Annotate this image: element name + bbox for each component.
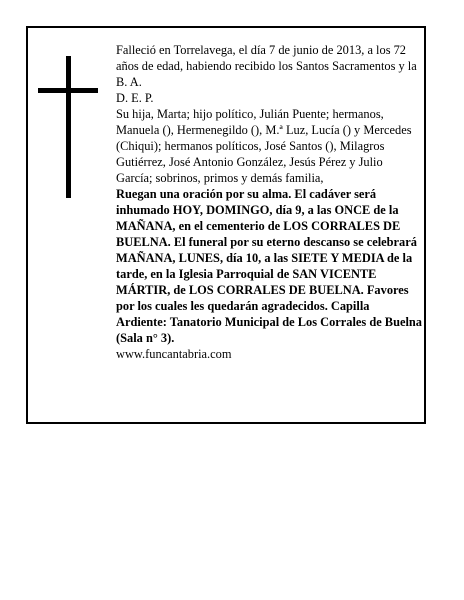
death-info: Falleció en Torrelavega, el día 7 de junio de 2013, a los 72 años de edad, habiendo recibido los Santos Sacramentos y la B. A. [116, 43, 417, 89]
rip-line: D. E. P. [116, 91, 154, 105]
cross-vertical-bar [66, 56, 71, 198]
obituary-notice [26, 26, 426, 424]
ceremony-details: Ruegan una oración por su alma. El cadáver será inhumado HOY, DOMINGO, día 9, a las ONCE de la MAÑANA, en el cementerio de LOS CORRALES DE BUELNA. El funeral por su eterno descanso se celebrará MAÑANA, LUNES, día 10, a las SIETE Y MEDIA de la tarde, en la Iglesia Parroquial de SAN VICENTE MÁRTIR, de LOS CORRALES DE BUELNA. Favores por los cuales les quedarán agradecidos. Capilla Ardiente: Tanatorio Municipal de Los Corrales de Buelna (Sala n° 3). [116, 187, 422, 345]
website-link[interactable]: www.funcantabria.com [116, 347, 232, 361]
family-list: Su hija, Marta; hijo político, Julián Puente; hermanos, Manuela (), Hermenegildo (), M.ª Luz, Lucía () y Mercedes (Chiqui); hermanos políticos, José Santos (), Milagros Gutiérrez, José Antonio González, Jesús Pérez y Julio García; sobrinos, primos y demás familia, [116, 107, 412, 185]
latin-cross-icon [38, 56, 98, 198]
obituary-text [116, 42, 422, 362]
cross-horizontal-bar [38, 88, 98, 93]
